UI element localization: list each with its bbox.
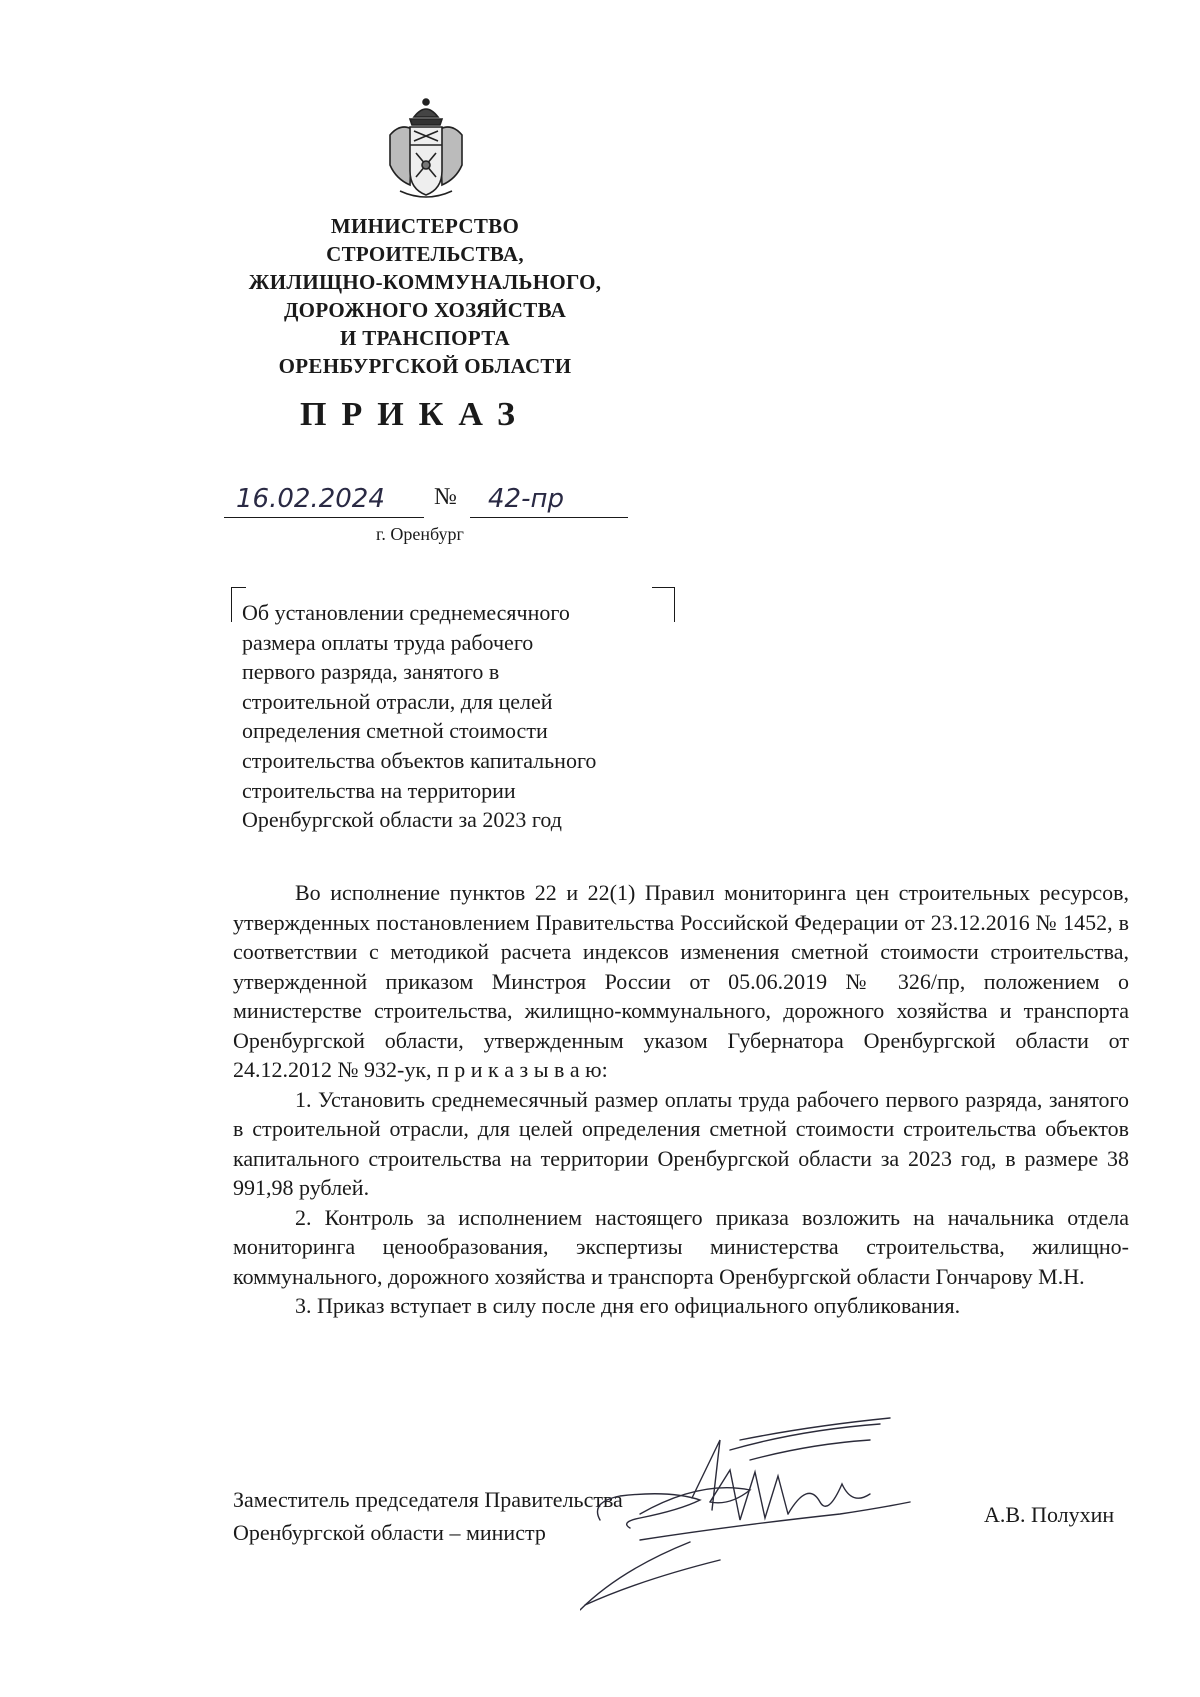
subject-line: строительной отрасли, для целей	[242, 688, 553, 714]
signatory-name: А.В. Полухин	[984, 1502, 1115, 1527]
number-sign: №	[434, 484, 457, 510]
position-line: Оренбургской области – министр	[233, 1520, 546, 1545]
ministry-header	[210, 212, 640, 380]
subject-line: первого разряда, занятого в	[242, 659, 500, 685]
city: г. Оренбург	[376, 524, 464, 544]
order-title: ПРИКАЗ	[300, 396, 530, 433]
handwritten-signature	[580, 1410, 960, 1630]
order-subject	[242, 598, 682, 835]
position-line: Заместитель председателя Правительства	[233, 1487, 623, 1512]
subject-line: Оренбургской области за 2023 год	[242, 807, 562, 833]
body-paragraph-item-3: 3. Приказ вступает в силу после дня его официального опубликования.	[295, 1293, 961, 1318]
order-body	[233, 878, 1129, 1321]
signatory-position	[233, 1483, 623, 1549]
body-paragraph-item-1: 1. Установить среднемесячный размер оплаты труда рабочего первого разряда, занятого в строительной отрасли, для целей определения сметной стоимости строительства объектов капитального строительства на территории Оренбургской области за 2023 год, в размере 38 991,98 рублей.	[233, 1086, 1129, 1200]
subject-line: строительства на территории	[242, 777, 516, 803]
header-line: ДОРОЖНОГО ХОЗЯЙСТВА	[283, 298, 567, 322]
header-line: СТРОИТЕЛЬСТВА,	[326, 242, 524, 266]
subject-line: Об установлении среднемесячного	[242, 600, 570, 625]
order-date: 16.02.2024	[224, 484, 424, 518]
subject-line: строительства объектов капитального	[242, 747, 597, 773]
header-line: ЖИЛИЩНО-КОММУНАЛЬНОГО,	[248, 270, 602, 294]
body-paragraph-preamble: Во исполнение пунктов 22 и 22(1) Правил мониторинга цен строительных ресурсов, утвержденных постановлением Правительства Российской Федерации от 23.12.2016 № 1452, в соответствии с методикой расчета индексов изменения сметной стоимости строительства, утвержденной приказом Минстроя России от 05.06.2019 № 326/пр, положением о министерстве строительства, жилищно-коммунального, дорожного хозяйства и транспорта Оренбургской области, утвержденным указом Губернатора Оренбургской области от 24.12.2012 № 932-ук, п р и к а з ы в а ю:	[233, 880, 1129, 1082]
header-line: МИНИСТЕРСТВО	[330, 214, 520, 238]
body-paragraph-item-2: 2. Контроль за исполнением настоящего приказа возложить на начальника отдела мониторинга ценообразования, экспертизы министерства строительства, жилищно-коммунального, дорожного хозяйства и транспорта Оренбургской области Гончарову М.Н.	[233, 1204, 1129, 1289]
header-line: ОРЕНБУРГСКОЙ ОБЛАСТИ	[278, 354, 572, 378]
coat-of-arms-icon	[386, 95, 466, 203]
order-number: 42-пр	[470, 484, 628, 518]
subject-line: определения сметной стоимости	[242, 718, 548, 744]
header-line: И ТРАНСПОРТА	[340, 326, 510, 350]
subject-line: размера оплаты труда рабочего	[242, 629, 534, 655]
date-number-line	[224, 480, 628, 524]
